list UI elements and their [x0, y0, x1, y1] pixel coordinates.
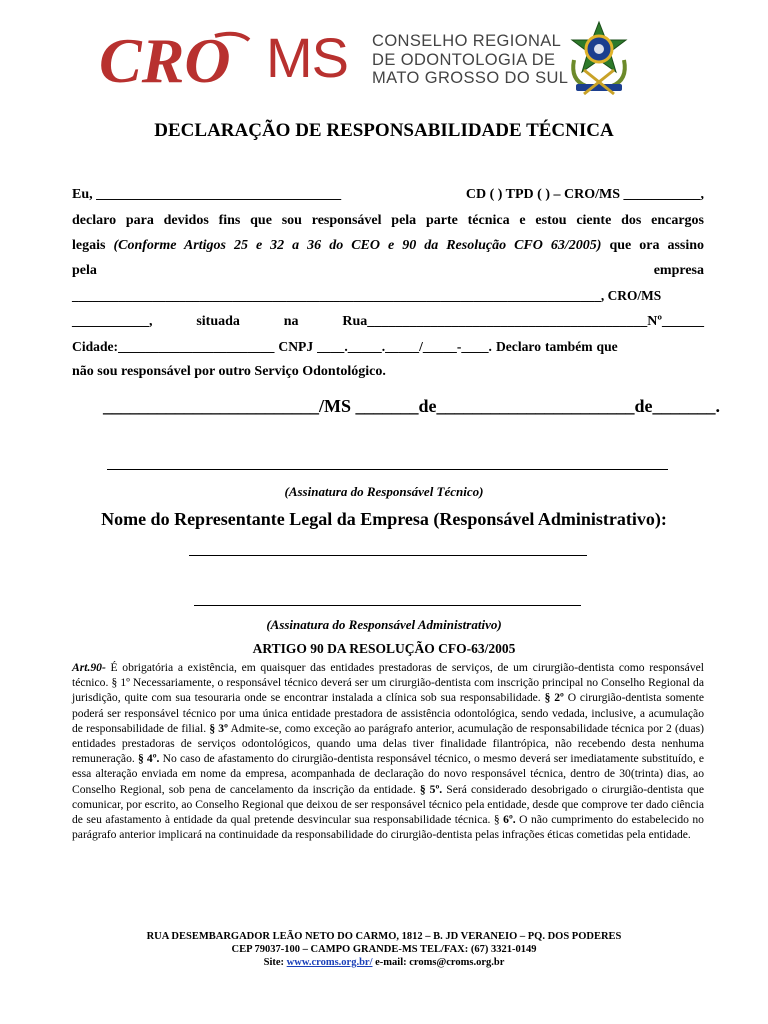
brazil-coat-of-arms-icon — [566, 20, 632, 98]
cro-logo — [97, 26, 257, 94]
technical-signature-caption: (Assinatura do Responsável Técnico) — [284, 484, 484, 499]
paragraph-marker: 6º. — [503, 813, 516, 827]
city-cnpj-line: Cidade:_______________________ CNPJ ____._____._____/_____-____. Declaro também que — [72, 339, 618, 354]
footer-web — [0, 956, 768, 969]
document-title: DECLARAÇÃO DE RESPONSABILIDADE TÉCNICA — [154, 120, 614, 141]
category-cro-blank: CD ( ) TPD ( ) – CRO/MS ___________, — [465, 187, 704, 202]
name-blank: Eu, ___________________________________ — [72, 187, 342, 202]
address-blank: Rua________________________________________Nº______ — [342, 314, 704, 329]
footer-contact: CEP 79037-100 – CAMPO GRANDE-MS TEL/FAX: (67) 3321-0149 — [231, 944, 537, 955]
declaration-line-3 — [72, 237, 704, 255]
website-link[interactable]: www.croms.org.br/ — [286, 957, 373, 968]
org-name-line: DE ODONTOLOGIA DE — [372, 50, 556, 69]
article-text: É obrigatória a existência, em quaisquer das entidades prestadoras de serviços, de um cirurgião-dentista como responsável técnico. § 1º Necessariamente, o responsável técnico deverá ser um cirurgião-dentista com inscrição principal no Conselho Regional da jurisdição, quite com sua tesouraria onde se encontrar instalada a clínica sob sua responsabilidade. — [72, 661, 704, 705]
cro-number-blank: ___________, — [72, 314, 153, 329]
org-name-line: CONSELHO REGIONAL — [372, 32, 562, 50]
article-label: Art.90- — [72, 661, 106, 674]
technical-signature-line — [107, 469, 668, 470]
declaration-line-4 — [72, 262, 704, 280]
date-place-line: ________________________/MS _______de______________________de_______. — [103, 396, 721, 416]
company-name-blank: _______________________________________________________________________________, CRO/MS — [72, 288, 662, 303]
site-label: Site: — [263, 957, 287, 968]
admin-signature-line — [194, 605, 581, 606]
org-name — [372, 32, 568, 88]
email-text: e-mail: croms@croms.org.br — [372, 957, 505, 968]
ms-logo-text: MS — [266, 26, 348, 89]
legal-representative-name-line — [189, 555, 587, 556]
article-text: O não cumprimento do estabelecido no parágrafo anterior implicará na continuidade da responsabilidade do cirurgião-dentista pelas infrações éticas cometidas pela entidade. — [72, 813, 704, 842]
declaration-line-6 — [72, 313, 704, 331]
article-title: ARTIGO 90 DA RESOLUÇÃO CFO-63/2005 — [252, 641, 516, 656]
declaration-line-2: declaro para devidos fins que sou responsável pela parte técnica e estou ciente dos encargos — [72, 213, 704, 228]
declaration-line-8: não sou responsável por outro Serviço Odontológico. — [72, 364, 386, 379]
org-name-line: MATO GROSSO DO SUL — [372, 69, 569, 87]
article-text: No caso de afastamento do cirurgião-dentista responsável técnico, o mesmo deverá ser imediatamente substituído, e essa alteração enviada em nome da empresa, acompanhada de declaração do novo responsável técnica, dentro de 30(trinta) dias, ao Conselho Regional, sob pena de cancelamento da inscrição da entidade. — [72, 752, 704, 796]
text-situada: situada — [196, 314, 240, 329]
article-text: Será considerado desobrigado o cirurgião-dentista que comunicar, por escrito, ao Conselho Regional que deixou de ser responsável técnico pela entidade, desde que comprove ter dado ciência de seu afastamento à entidade da qual pretende desvincular sua responsabilidade técnica. § — [72, 782, 704, 827]
text-que-ora-assino: que ora assino — [609, 238, 705, 253]
text-pela: pela — [72, 263, 97, 278]
article-text: Admite-se, como exceção ao parágrafo anterior, acumulação de responsabilidade técnica por 2 (duas) entidades prestadoras de serviços odontológicos, quando uma delas tiver finalidade filantrópica, não recebendo desta nenhuma remuneração. — [72, 721, 704, 766]
legal-representative-heading: Nome do Representante Legal da Empresa (Responsável Administrativo): — [101, 509, 667, 529]
text-empresa: empresa — [653, 263, 704, 278]
article-body — [72, 660, 704, 842]
paragraph-marker: § 2º — [544, 691, 564, 705]
paragraph-marker: § 3º — [209, 721, 228, 735]
legal-reference: (Conforme Artigos 25 e 32 a 36 do CEO e 90 da Resolução CFO 63/2005) — [113, 238, 602, 253]
declaration-line-1 — [72, 186, 704, 204]
cro-logo-text: CRO — [99, 26, 231, 94]
text-legais: legais — [72, 238, 106, 253]
footer-address: RUA DESEMBARGADOR LEÃO NETO DO CARMO, 1812 – B. JD VERANEIO – PQ. DOS PODERES — [146, 931, 622, 942]
text-na: na — [283, 314, 299, 329]
paragraph-marker: § 4º. — [137, 752, 160, 766]
paragraph-marker: § 5º. — [419, 782, 443, 796]
admin-signature-caption: (Assinatura do Responsável Administrativo) — [266, 617, 502, 632]
article-text: O cirurgião-dentista somente poderá ser responsável técnico por uma única entidade prestadora de assistência odontológica, sendo vedada, inclusive, a acumulação de responsabilidade de filial. — [72, 691, 704, 735]
footer — [0, 930, 768, 969]
